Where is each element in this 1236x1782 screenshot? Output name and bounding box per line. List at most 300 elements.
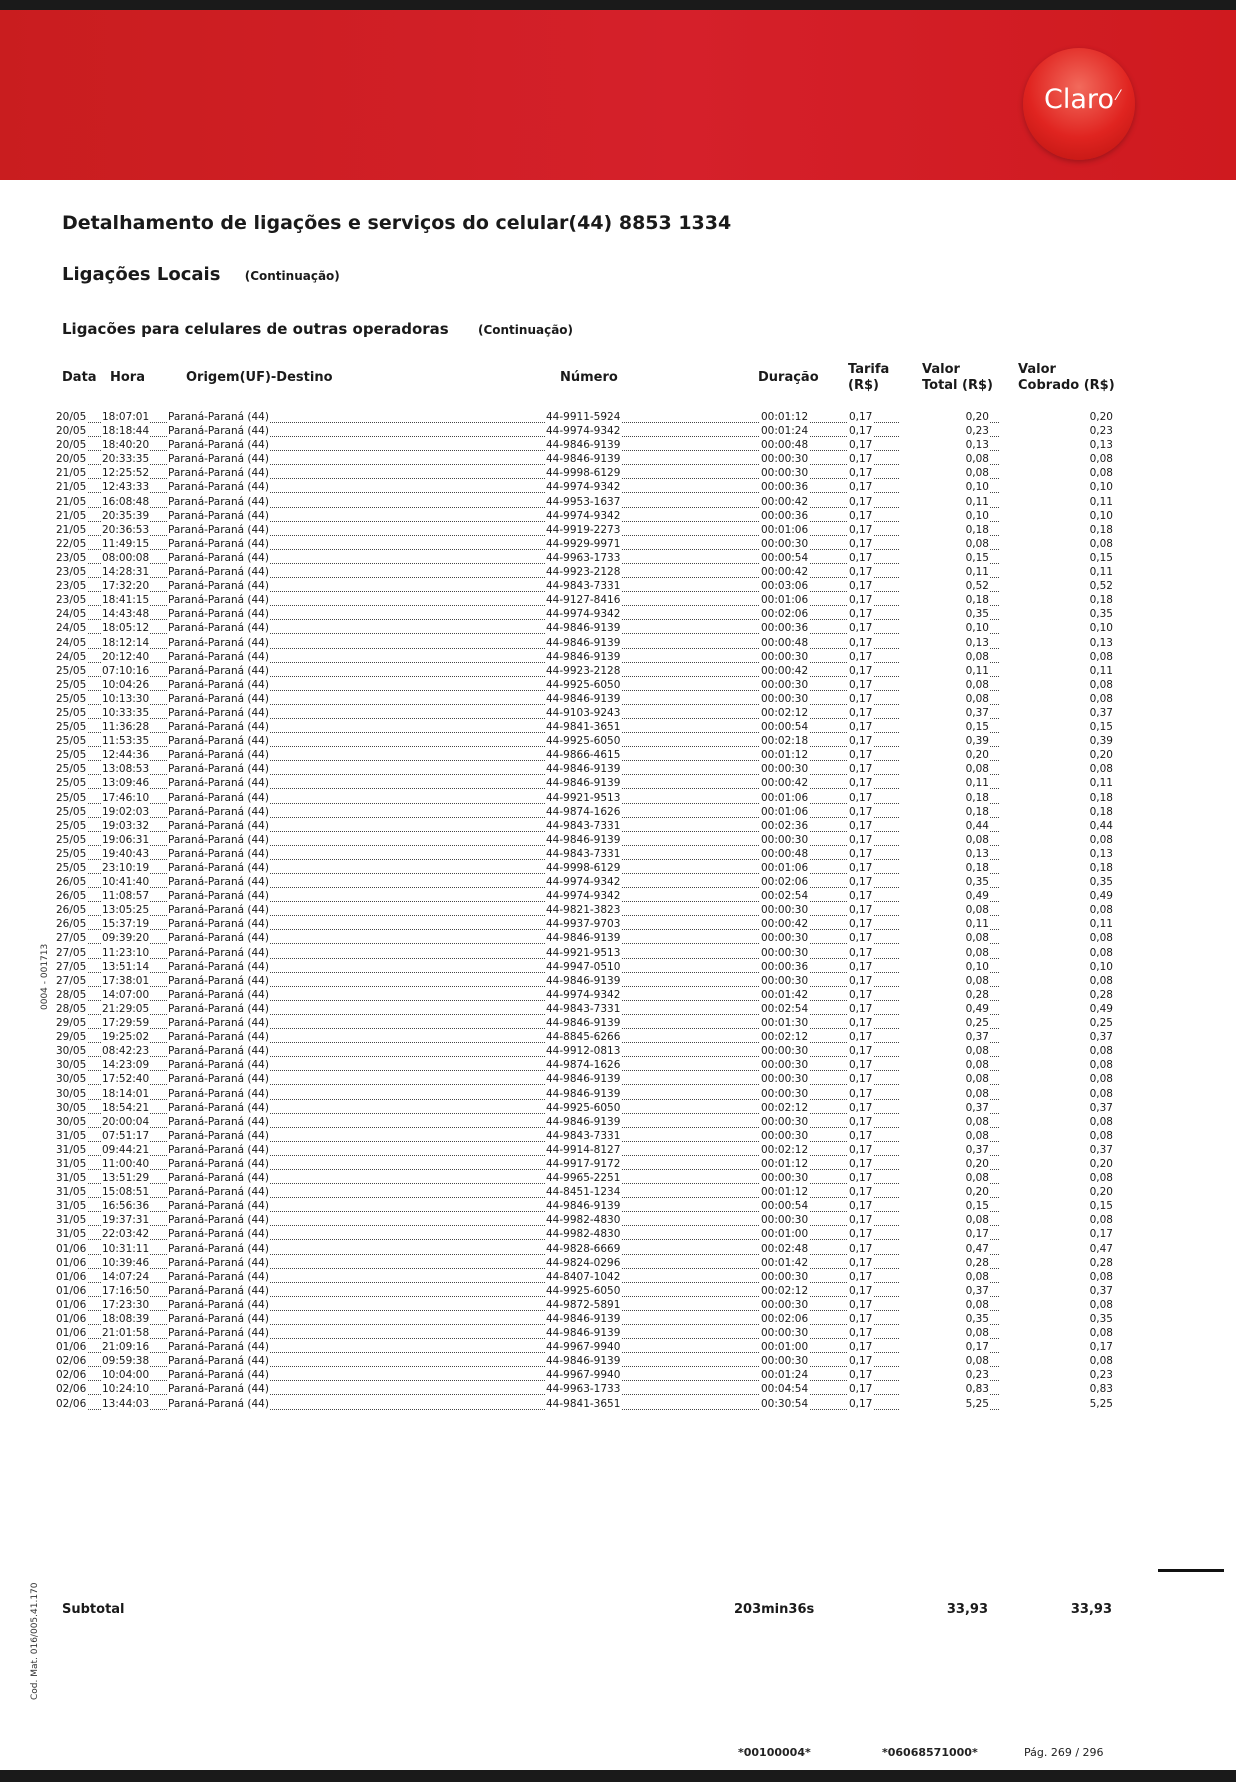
cell-tariff: 0,17 <box>849 1313 873 1325</box>
cell-charged: 0,13 <box>1000 847 1114 861</box>
cell-hour: 18:05:12 <box>102 622 150 635</box>
cell-total: 0,08 <box>900 1072 990 1086</box>
cell-tariff: 0,17 <box>849 1017 873 1030</box>
cell-duration: 00:00:30 <box>761 1087 809 1100</box>
cell-hour: 20:36:53 <box>102 523 150 536</box>
subtotal-duration: 203min36s <box>734 1602 815 1617</box>
cell-hour: 14:28:31 <box>102 566 150 579</box>
cell-duration: 00:00:54 <box>761 1200 809 1213</box>
cell-date: 25/05 <box>56 678 87 691</box>
cell-hour: 19:03:32 <box>102 819 150 832</box>
batch-code: 0004 - 001713 <box>40 943 50 1010</box>
cell-number: 44-9923-2128 <box>546 664 621 677</box>
cell-origin: Paraná-Paraná (44) <box>168 1298 269 1311</box>
cell-origin: Paraná-Paraná (44) <box>168 904 269 917</box>
cell-charged: 0,08 <box>1000 1115 1114 1129</box>
cell-tariff: 0,17 <box>849 1327 873 1340</box>
cell-charged: 0,08 <box>1000 903 1114 917</box>
cell-total: 0,35 <box>900 1312 990 1326</box>
table-row <box>0 480 1236 494</box>
cell-duration: 00:00:30 <box>761 453 809 466</box>
cell-tariff: 0,17 <box>849 1129 873 1142</box>
header-charged-label: Valor <box>1018 362 1056 377</box>
cell-origin: Paraná-Paraná (44) <box>168 847 269 860</box>
cell-hour: 10:04:00 <box>102 1369 150 1382</box>
table-row <box>0 931 1236 945</box>
table-row <box>0 565 1236 579</box>
cell-duration: 00:01:06 <box>761 594 809 607</box>
table-row <box>0 1157 1236 1171</box>
cell-origin: Paraná-Paraná (44) <box>168 1327 269 1340</box>
cell-number: 44-9967-9940 <box>546 1341 621 1354</box>
cell-duration: 00:00:30 <box>761 678 809 691</box>
cell-tariff: 0,17 <box>849 1200 873 1213</box>
cell-origin: Paraná-Paraná (44) <box>168 1115 269 1128</box>
table-row <box>0 889 1236 903</box>
cell-tariff: 0,17 <box>849 1087 873 1100</box>
cell-charged: 0,08 <box>1000 1213 1114 1227</box>
cell-duration: 00:30:54 <box>761 1397 809 1410</box>
cell-duration: 00:02:06 <box>761 1313 809 1325</box>
cell-number: 44-9846-9139 <box>546 1115 621 1128</box>
header-number: Número <box>560 370 618 385</box>
cell-hour: 12:44:36 <box>102 749 150 762</box>
cell-number: 44-9982-4830 <box>546 1228 621 1241</box>
cell-number: 44-9828-6669 <box>546 1242 621 1255</box>
cell-date: 31/05 <box>56 1214 87 1227</box>
cell-duration: 00:00:30 <box>761 833 809 846</box>
cell-charged: 0,35 <box>1000 875 1114 889</box>
cell-charged: 0,11 <box>1000 664 1114 678</box>
cell-hour: 18:14:01 <box>102 1087 150 1100</box>
cell-date: 25/05 <box>56 721 87 734</box>
cell-total: 0,37 <box>900 706 990 720</box>
cell-duration: 00:00:48 <box>761 847 809 860</box>
cell-tariff: 0,17 <box>849 678 873 691</box>
cell-duration: 00:01:24 <box>761 425 809 438</box>
cell-tariff: 0,17 <box>849 791 873 804</box>
cell-date: 25/05 <box>56 833 87 846</box>
cell-number: 44-9872-5891 <box>546 1298 621 1311</box>
cell-origin: Paraná-Paraná (44) <box>168 678 269 691</box>
subsection-title <box>62 320 573 338</box>
cell-tariff: 0,17 <box>849 523 873 536</box>
cell-tariff: 0,17 <box>849 1002 873 1015</box>
cell-total: 0,17 <box>900 1340 990 1354</box>
cell-total: 5,25 <box>900 1397 990 1411</box>
cell-origin: Paraná-Paraná (44) <box>168 439 269 452</box>
cell-total: 0,28 <box>900 988 990 1002</box>
cell-number: 44-9998-6129 <box>546 467 621 480</box>
cell-tariff: 0,17 <box>849 946 873 959</box>
cell-total: 0,39 <box>900 734 990 748</box>
cell-date: 02/06 <box>56 1369 87 1382</box>
table-row <box>0 720 1236 734</box>
cell-origin: Paraná-Paraná (44) <box>168 1031 269 1044</box>
cell-hour: 13:51:14 <box>102 960 150 973</box>
cell-hour: 10:41:40 <box>102 876 150 889</box>
cell-duration: 00:01:42 <box>761 988 809 1001</box>
cell-total: 0,49 <box>900 889 990 903</box>
cell-total: 0,20 <box>900 748 990 762</box>
cell-hour: 11:08:57 <box>102 890 150 903</box>
cell-charged: 0,08 <box>1000 650 1114 664</box>
cell-hour: 07:10:16 <box>102 664 150 677</box>
cell-origin: Paraná-Paraná (44) <box>168 1143 269 1156</box>
cell-date: 25/05 <box>56 862 87 874</box>
page-number: Pág. 269 / 296 <box>1024 1746 1104 1759</box>
cell-charged: 0,08 <box>1000 1044 1114 1058</box>
cell-charged: 5,25 <box>1000 1397 1114 1411</box>
cell-total: 0,25 <box>900 1016 990 1030</box>
cell-charged: 0,08 <box>1000 1072 1114 1086</box>
cell-origin: Paraná-Paraná (44) <box>168 1355 269 1368</box>
cell-tariff: 0,17 <box>849 692 873 705</box>
cell-hour: 11:53:35 <box>102 735 150 748</box>
table-row <box>0 1298 1236 1312</box>
cell-number: 44-9937-9703 <box>546 918 621 931</box>
cell-date: 20/05 <box>56 439 87 452</box>
cell-tariff: 0,17 <box>849 819 873 832</box>
cell-total: 0,08 <box>900 650 990 664</box>
cell-charged: 0,49 <box>1000 889 1114 903</box>
cell-hour: 17:32:20 <box>102 580 150 593</box>
cell-total: 0,13 <box>900 847 990 861</box>
cell-total: 0,23 <box>900 424 990 438</box>
header-date: Data <box>62 370 97 385</box>
cell-total: 0,08 <box>900 1087 990 1101</box>
cell-number: 44-9843-7331 <box>546 1129 621 1142</box>
cell-origin: Paraná-Paraná (44) <box>168 932 269 945</box>
cell-number: 44-9846-9139 <box>546 1327 621 1340</box>
cell-hour: 18:54:21 <box>102 1101 150 1114</box>
cell-duration: 00:00:54 <box>761 551 809 564</box>
cell-origin: Paraná-Paraná (44) <box>168 1200 269 1213</box>
cell-charged: 0,37 <box>1000 706 1114 720</box>
cell-date: 01/06 <box>56 1270 87 1283</box>
table-row <box>0 1087 1236 1101</box>
cell-date: 20/05 <box>56 453 87 466</box>
cell-tariff: 0,17 <box>849 1369 873 1382</box>
cell-origin: Paraná-Paraná (44) <box>168 1369 269 1382</box>
subtotal-total: 33,93 <box>946 1602 988 1617</box>
cell-charged: 0,23 <box>1000 1368 1114 1382</box>
cell-charged: 0,44 <box>1000 819 1114 833</box>
cell-number: 44-9843-7331 <box>546 819 621 832</box>
cell-tariff: 0,17 <box>849 1270 873 1283</box>
logo-mark-icon: ⁄ <box>1117 88 1120 104</box>
bottom-rule <box>0 1770 1236 1782</box>
cell-tariff: 0,17 <box>849 439 873 452</box>
table-row <box>0 1368 1236 1382</box>
cell-number: 44-9846-9139 <box>546 439 621 452</box>
cell-number: 44-9846-9139 <box>546 932 621 945</box>
cell-duration: 00:01:12 <box>761 411 809 423</box>
cell-number: 44-9963-1733 <box>546 551 621 564</box>
document-title: Detalhamento de ligações e serviços do celular(44) 8853 1334 <box>62 212 732 234</box>
table-row <box>0 805 1236 819</box>
cell-date: 25/05 <box>56 777 87 790</box>
cell-number: 44-9846-9139 <box>546 453 621 466</box>
cell-tariff: 0,17 <box>849 735 873 748</box>
table-row <box>0 847 1236 861</box>
cell-hour: 13:08:53 <box>102 763 150 776</box>
cell-date: 24/05 <box>56 636 87 649</box>
cell-hour: 20:12:40 <box>102 650 150 663</box>
cell-origin: Paraná-Paraná (44) <box>168 1172 269 1185</box>
cell-date: 01/06 <box>56 1242 87 1255</box>
material-code: Cod. Mat. 016/005.41.170 <box>30 1582 40 1700</box>
cell-date: 27/05 <box>56 932 87 945</box>
cell-tariff: 0,17 <box>849 636 873 649</box>
cell-date: 30/05 <box>56 1115 87 1128</box>
cell-duration: 00:02:54 <box>761 1002 809 1015</box>
table-row <box>0 1101 1236 1115</box>
cell-duration: 00:02:12 <box>761 1284 809 1297</box>
cell-number: 44-9998-6129 <box>546 862 621 874</box>
cell-charged: 0,39 <box>1000 734 1114 748</box>
cell-date: 21/05 <box>56 467 87 480</box>
cell-origin: Paraná-Paraná (44) <box>168 1242 269 1255</box>
cell-charged: 0,08 <box>1000 452 1114 466</box>
cell-number: 44-9919-2273 <box>546 523 621 536</box>
cell-hour: 16:08:48 <box>102 495 150 508</box>
cell-origin: Paraná-Paraná (44) <box>168 425 269 438</box>
cell-hour: 17:52:40 <box>102 1073 150 1086</box>
cell-number: 44-9846-9139 <box>546 1313 621 1325</box>
cell-date: 26/05 <box>56 918 87 931</box>
cell-tariff: 0,17 <box>849 551 873 564</box>
cell-tariff: 0,17 <box>849 566 873 579</box>
cell-tariff: 0,17 <box>849 1031 873 1044</box>
cell-total: 0,23 <box>900 1368 990 1382</box>
cell-origin: Paraná-Paraná (44) <box>168 706 269 719</box>
cell-number: 44-9917-9172 <box>546 1157 621 1170</box>
cell-hour: 21:01:58 <box>102 1327 150 1340</box>
table-row <box>0 523 1236 537</box>
cell-duration: 00:00:30 <box>761 692 809 705</box>
section-note: (Continuação) <box>244 269 340 283</box>
cell-hour: 08:00:08 <box>102 551 150 564</box>
cell-duration: 00:04:54 <box>761 1383 809 1396</box>
cell-date: 25/05 <box>56 749 87 762</box>
cell-duration: 00:02:18 <box>761 735 809 748</box>
table-row <box>0 1044 1236 1058</box>
header-charged <box>1018 362 1115 394</box>
cell-duration: 00:00:48 <box>761 636 809 649</box>
cell-tariff: 0,17 <box>849 1101 873 1114</box>
cell-charged: 0,17 <box>1000 1227 1114 1241</box>
cell-hour: 17:46:10 <box>102 791 150 804</box>
cell-duration: 00:02:48 <box>761 1242 809 1255</box>
cell-charged: 0,15 <box>1000 1199 1114 1213</box>
cell-charged: 0,11 <box>1000 776 1114 790</box>
cell-hour: 10:24:10 <box>102 1383 150 1396</box>
cell-total: 0,52 <box>900 579 990 593</box>
cell-tariff: 0,17 <box>849 974 873 987</box>
cell-total: 0,08 <box>900 1171 990 1185</box>
cell-duration: 00:01:12 <box>761 1186 809 1199</box>
cell-total: 0,08 <box>900 466 990 480</box>
cell-hour: 19:25:02 <box>102 1031 150 1044</box>
cell-date: 25/05 <box>56 664 87 677</box>
cell-duration: 00:00:42 <box>761 777 809 790</box>
cell-total: 0,08 <box>900 1129 990 1143</box>
cell-charged: 0,10 <box>1000 621 1114 635</box>
table-row <box>0 1058 1236 1072</box>
cell-number: 44-9974-9342 <box>546 608 621 621</box>
table-row <box>0 1340 1236 1354</box>
cell-total: 0,18 <box>900 861 990 875</box>
cell-hour: 10:39:46 <box>102 1256 150 1269</box>
cell-origin: Paraná-Paraná (44) <box>168 1129 269 1142</box>
cell-duration: 00:02:06 <box>761 876 809 889</box>
cell-hour: 23:10:19 <box>102 862 150 874</box>
cell-date: 02/06 <box>56 1383 87 1396</box>
cell-origin: Paraná-Paraná (44) <box>168 636 269 649</box>
cell-origin: Paraná-Paraná (44) <box>168 551 269 564</box>
cell-number: 44-9103-9243 <box>546 706 621 719</box>
cell-date: 27/05 <box>56 946 87 959</box>
cell-origin: Paraná-Paraná (44) <box>168 537 269 550</box>
cell-charged: 0,23 <box>1000 424 1114 438</box>
cell-date: 02/06 <box>56 1355 87 1368</box>
cell-total: 0,35 <box>900 607 990 621</box>
cell-origin: Paraná-Paraná (44) <box>168 1002 269 1015</box>
cell-duration: 00:02:54 <box>761 890 809 903</box>
cell-duration: 00:01:24 <box>761 1369 809 1382</box>
header-total <box>922 362 993 394</box>
cell-tariff: 0,17 <box>849 1143 873 1156</box>
cell-tariff: 0,17 <box>849 833 873 846</box>
cell-date: 31/05 <box>56 1172 87 1185</box>
section-label: Ligações Locais <box>62 264 221 285</box>
table-row <box>0 452 1236 466</box>
cell-hour: 22:03:42 <box>102 1228 150 1241</box>
cell-duration: 00:01:12 <box>761 1157 809 1170</box>
cell-tariff: 0,17 <box>849 1059 873 1072</box>
cell-date: 31/05 <box>56 1157 87 1170</box>
cell-total: 0,11 <box>900 917 990 931</box>
cell-hour: 21:09:16 <box>102 1341 150 1354</box>
section-title <box>62 264 340 285</box>
cell-number: 44-9982-4830 <box>546 1214 621 1227</box>
table-row <box>0 1382 1236 1396</box>
cell-charged: 0,08 <box>1000 931 1114 945</box>
cell-tariff: 0,17 <box>849 932 873 945</box>
cell-duration: 00:00:30 <box>761 1270 809 1283</box>
cell-tariff: 0,17 <box>849 580 873 593</box>
cell-hour: 11:36:28 <box>102 721 150 734</box>
cell-hour: 18:40:20 <box>102 439 150 452</box>
cell-total: 0,08 <box>900 1115 990 1129</box>
cell-hour: 14:23:09 <box>102 1059 150 1072</box>
cell-tariff: 0,17 <box>849 1172 873 1185</box>
cell-total: 0,20 <box>900 410 990 424</box>
cell-charged: 0,11 <box>1000 495 1114 509</box>
cell-hour: 09:44:21 <box>102 1143 150 1156</box>
cell-origin: Paraná-Paraná (44) <box>168 622 269 635</box>
cell-date: 21/05 <box>56 509 87 522</box>
cell-origin: Paraná-Paraná (44) <box>168 1186 269 1199</box>
cell-hour: 17:16:50 <box>102 1284 150 1297</box>
cell-duration: 00:00:36 <box>761 960 809 973</box>
cell-hour: 12:25:52 <box>102 467 150 480</box>
cell-date: 25/05 <box>56 819 87 832</box>
cell-duration: 00:00:48 <box>761 439 809 452</box>
cell-origin: Paraná-Paraná (44) <box>168 594 269 607</box>
cell-hour: 13:09:46 <box>102 777 150 790</box>
cell-origin: Paraná-Paraná (44) <box>168 664 269 677</box>
cell-duration: 00:00:30 <box>761 974 809 987</box>
table-row <box>0 1397 1236 1411</box>
cell-hour: 20:35:39 <box>102 509 150 522</box>
cell-date: 26/05 <box>56 876 87 889</box>
table-row <box>0 960 1236 974</box>
table-row <box>0 1030 1236 1044</box>
table-row <box>0 537 1236 551</box>
footer-code-2: *06068571000* <box>882 1746 978 1759</box>
cell-duration: 00:00:30 <box>761 1115 809 1128</box>
cell-date: 01/06 <box>56 1341 87 1354</box>
cell-origin: Paraná-Paraná (44) <box>168 481 269 494</box>
subsection-note: (Continuação) <box>477 323 574 337</box>
cell-date: 25/05 <box>56 805 87 818</box>
cell-origin: Paraná-Paraná (44) <box>168 1284 269 1297</box>
cell-hour: 18:12:14 <box>102 636 150 649</box>
cell-duration: 00:01:00 <box>761 1228 809 1241</box>
cell-origin: Paraná-Paraná (44) <box>168 974 269 987</box>
cell-number: 44-9843-7331 <box>546 1002 621 1015</box>
table-row <box>0 692 1236 706</box>
cell-tariff: 0,17 <box>849 1045 873 1058</box>
cell-tariff: 0,17 <box>849 1341 873 1354</box>
table-row <box>0 833 1236 847</box>
cell-number: 44-9963-1733 <box>546 1383 621 1396</box>
table-row <box>0 579 1236 593</box>
cell-tariff: 0,17 <box>849 537 873 550</box>
table-row <box>0 861 1236 875</box>
cell-hour: 13:44:03 <box>102 1397 150 1410</box>
cell-hour: 17:29:59 <box>102 1017 150 1030</box>
cell-hour: 18:41:15 <box>102 594 150 607</box>
cell-origin: Paraná-Paraná (44) <box>168 791 269 804</box>
table-row <box>0 1129 1236 1143</box>
cell-number: 44-9846-9139 <box>546 1200 621 1213</box>
cell-charged: 0,37 <box>1000 1030 1114 1044</box>
cell-charged: 0,37 <box>1000 1284 1114 1298</box>
cell-duration: 00:00:30 <box>761 650 809 663</box>
cell-charged: 0,08 <box>1000 1129 1114 1143</box>
cell-charged: 0,15 <box>1000 720 1114 734</box>
cell-tariff: 0,17 <box>849 467 873 480</box>
cell-tariff: 0,17 <box>849 1228 873 1241</box>
cell-tariff: 0,17 <box>849 594 873 607</box>
cell-tariff: 0,17 <box>849 1383 873 1396</box>
table-row <box>0 748 1236 762</box>
cell-total: 0,08 <box>900 537 990 551</box>
cell-number: 44-9127-8416 <box>546 594 621 607</box>
cell-duration: 00:00:30 <box>761 1172 809 1185</box>
cell-number: 44-9846-9139 <box>546 1087 621 1100</box>
cell-tariff: 0,17 <box>849 453 873 466</box>
cell-duration: 00:00:42 <box>761 664 809 677</box>
cell-duration: 00:00:30 <box>761 1059 809 1072</box>
cell-date: 30/05 <box>56 1101 87 1114</box>
cell-origin: Paraná-Paraná (44) <box>168 650 269 663</box>
cell-hour: 18:18:44 <box>102 425 150 438</box>
cell-charged: 0,18 <box>1000 593 1114 607</box>
